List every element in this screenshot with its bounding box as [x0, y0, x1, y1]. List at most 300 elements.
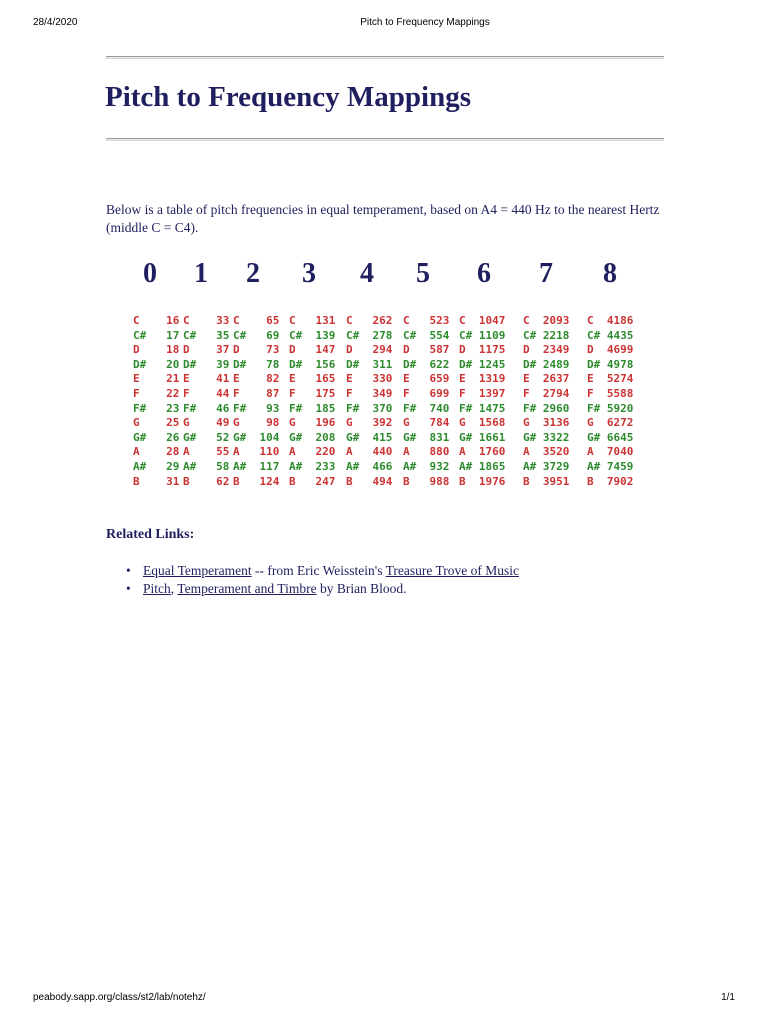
frequency-cell	[587, 416, 633, 431]
frequency-value: 31	[166, 474, 180, 488]
note-name: F	[289, 387, 296, 400]
frequency-cell	[587, 314, 633, 329]
intro-paragraph: Below is a table of pitch frequencies in equal temperament, based on A4 = 440 Hz to the nearest Hertz (middle C = C4).	[106, 202, 660, 235]
note-name: C	[133, 314, 140, 327]
frequency-value: 311	[372, 357, 393, 371]
note-name: D#	[289, 357, 303, 371]
frequency-cell	[523, 402, 569, 417]
frequency-cell	[289, 431, 335, 446]
note-name: C#	[459, 328, 473, 342]
frequency-cell	[459, 416, 505, 431]
frequency-value: 124	[259, 474, 280, 488]
frequency-value: 1175	[478, 343, 506, 357]
frequency-value: 740	[429, 401, 450, 415]
note-name: E	[587, 372, 594, 386]
note-name: C	[233, 314, 240, 327]
frequency-value: 6272	[606, 416, 634, 430]
frequency-value: 55	[216, 445, 230, 459]
frequency-cell	[289, 416, 335, 431]
frequency-value: 156	[315, 357, 336, 371]
note-name: C	[403, 314, 410, 327]
frequency-cell	[459, 314, 505, 329]
frequency-value: 33	[216, 314, 230, 327]
list-item	[106, 580, 519, 598]
note-name: C	[459, 314, 466, 327]
frequency-value: 2794	[542, 387, 570, 400]
note-name: F	[523, 387, 530, 400]
note-name: B	[183, 474, 190, 488]
frequency-cell	[459, 329, 505, 344]
frequency-value: 440	[372, 445, 393, 459]
frequency-value: 1047	[478, 314, 506, 327]
related-links-heading: Related Links:	[106, 527, 195, 542]
frequency-value: 3322	[542, 430, 570, 444]
frequency-cell	[403, 402, 449, 417]
frequency-cell	[587, 402, 633, 417]
frequency-cell	[403, 329, 449, 344]
note-name: G#	[289, 430, 303, 444]
frequency-value: 880	[429, 445, 450, 459]
frequency-cell	[233, 314, 279, 329]
note-name: G#	[403, 430, 417, 444]
note-name: F#	[133, 401, 147, 415]
frequency-cell	[403, 343, 449, 358]
note-name: G#	[459, 430, 473, 444]
frequency-cell	[289, 314, 335, 329]
frequency-value: 7040	[606, 445, 634, 459]
note-name: A#	[346, 460, 360, 473]
note-name: F#	[403, 401, 417, 415]
note-name: F#	[233, 401, 247, 415]
note-name: D	[459, 343, 466, 357]
note-name: F	[133, 387, 140, 400]
note-name: F	[346, 387, 353, 400]
frequency-cell	[183, 402, 229, 417]
frequency-value: 29	[166, 460, 180, 473]
frequency-value: 294	[372, 343, 393, 357]
note-name: C#	[133, 328, 147, 342]
note-name: E	[459, 372, 466, 386]
frequency-cell	[289, 460, 335, 475]
print-date: 28/4/2020	[33, 17, 78, 28]
note-name: A#	[133, 460, 147, 473]
frequency-cell	[459, 460, 505, 475]
frequency-value: 7902	[606, 474, 634, 488]
frequency-value: 1109	[478, 328, 506, 342]
note-name: F	[459, 387, 466, 400]
treasure-trove-link[interactable]: Treasure Trove of Music	[385, 563, 519, 578]
frequency-value: 2218	[542, 328, 570, 342]
note-name: A#	[459, 460, 473, 473]
frequency-value: 5920	[606, 401, 634, 415]
frequency-cell	[346, 358, 392, 373]
frequency-cell	[183, 387, 229, 402]
frequency-value: 147	[315, 343, 336, 357]
note-name: D	[289, 343, 296, 357]
frequency-cell	[523, 460, 569, 475]
frequency-value: 35	[216, 328, 230, 342]
frequency-value: 110	[259, 445, 280, 459]
frequency-cell	[183, 445, 229, 460]
note-name: A	[523, 445, 530, 459]
frequency-value: 1245	[478, 357, 506, 371]
frequency-cell	[233, 402, 279, 417]
frequency-value: 330	[372, 372, 393, 386]
frequency-cell	[523, 387, 569, 402]
note-name: E	[183, 372, 190, 386]
frequency-cell	[233, 445, 279, 460]
note-name: C	[587, 314, 594, 327]
frequency-cell	[183, 314, 229, 329]
frequency-cell	[289, 343, 335, 358]
frequency-cell	[587, 445, 633, 460]
frequency-cell	[233, 475, 279, 490]
frequency-value: 25	[166, 416, 180, 430]
frequency-value: 22	[166, 387, 180, 400]
frequency-value: 44	[216, 387, 230, 400]
note-name: D	[133, 343, 140, 357]
frequency-value: 196	[315, 416, 336, 430]
note-name: G#	[587, 430, 601, 444]
frequency-cell	[346, 314, 392, 329]
octave-number: 2	[246, 258, 260, 289]
frequency-value: 2637	[542, 372, 570, 386]
frequency-cell	[233, 358, 279, 373]
frequency-value: 16	[166, 314, 180, 327]
frequency-value: 104	[259, 430, 280, 444]
note-name: D#	[133, 357, 147, 371]
print-url: peabody.sapp.org/class/st2/lab/notehz/	[33, 992, 206, 1003]
note-name: B	[133, 474, 140, 488]
frequency-value: 69	[266, 328, 280, 342]
frequency-value: 17	[166, 328, 180, 342]
frequency-value: 247	[315, 474, 336, 488]
note-name: B	[346, 474, 353, 488]
frequency-cell	[346, 445, 392, 460]
note-name: A	[587, 445, 594, 459]
frequency-cell	[183, 372, 229, 387]
octave-number: 8	[603, 258, 617, 289]
frequency-cell	[346, 402, 392, 417]
frequency-cell	[346, 329, 392, 344]
pitch-link[interactable]: Pitch	[143, 581, 171, 596]
note-name: C#	[403, 328, 417, 342]
note-name: D	[346, 343, 353, 357]
note-name: A	[459, 445, 466, 459]
note-name: E	[133, 372, 140, 386]
frequency-value: 3520	[542, 445, 570, 459]
top-divider	[106, 56, 664, 59]
frequency-value: 1760	[478, 445, 506, 459]
frequency-cell	[183, 460, 229, 475]
frequency-value: 18	[166, 343, 180, 357]
frequency-cell	[133, 402, 179, 417]
note-name: B	[403, 474, 410, 488]
frequency-value: 1976	[478, 474, 506, 488]
frequency-value: 62	[216, 474, 230, 488]
frequency-cell	[587, 358, 633, 373]
frequency-cell	[346, 416, 392, 431]
frequency-cell	[133, 329, 179, 344]
frequency-value: 20	[166, 357, 180, 371]
note-name: G#	[346, 430, 360, 444]
note-name: F#	[346, 401, 360, 415]
frequency-cell	[459, 402, 505, 417]
note-name: F#	[523, 401, 537, 415]
frequency-cell	[183, 329, 229, 344]
frequency-cell	[133, 431, 179, 446]
octave-number: 6	[477, 258, 491, 289]
frequency-value: 278	[372, 328, 393, 342]
note-name: G	[233, 416, 240, 430]
print-title: Pitch to Frequency Mappings	[360, 17, 490, 28]
note-name: A#	[289, 460, 303, 473]
frequency-value: 21	[166, 372, 180, 386]
note-name: B	[289, 474, 296, 488]
frequency-value: 1865	[478, 460, 506, 473]
note-name: C#	[523, 328, 537, 342]
note-name: D#	[403, 357, 417, 371]
note-name: G	[523, 416, 530, 430]
bullet-icon: •	[126, 581, 131, 596]
page-title: Pitch to Frequency Mappings	[105, 81, 471, 113]
note-name: C	[183, 314, 190, 327]
print-page-number: 1/1	[721, 992, 735, 1003]
note-name: F#	[183, 401, 197, 415]
frequency-cell	[459, 343, 505, 358]
frequency-cell	[459, 387, 505, 402]
note-name: E	[523, 372, 530, 386]
frequency-value: 2349	[542, 343, 570, 357]
frequency-cell	[403, 460, 449, 475]
frequency-value: 2093	[542, 314, 570, 327]
frequency-cell	[233, 460, 279, 475]
note-name: C	[523, 314, 530, 327]
frequency-value: 5588	[606, 387, 634, 400]
frequency-value: 4186	[606, 314, 634, 327]
frequency-cell	[289, 387, 335, 402]
frequency-value: 6645	[606, 430, 634, 444]
frequency-cell	[587, 475, 633, 490]
frequency-cell	[233, 343, 279, 358]
frequency-value: 139	[315, 328, 336, 342]
frequency-value: 370	[372, 401, 393, 415]
frequency-cell	[523, 314, 569, 329]
frequency-cell	[183, 416, 229, 431]
note-name: D#	[587, 357, 601, 371]
frequency-value: 1475	[478, 401, 506, 415]
frequency-value: 52	[216, 430, 230, 444]
frequency-cell	[289, 372, 335, 387]
frequency-value: 494	[372, 474, 393, 488]
frequency-value: 46	[216, 401, 230, 415]
octave-number: 0	[143, 258, 157, 289]
note-name: G	[587, 416, 594, 430]
frequency-cell	[523, 343, 569, 358]
frequency-value: 4978	[606, 357, 634, 371]
bottom-divider	[106, 138, 664, 141]
frequency-value: 37	[216, 343, 230, 357]
frequency-cell	[403, 416, 449, 431]
frequency-cell	[459, 445, 505, 460]
frequency-cell	[403, 314, 449, 329]
frequency-value: 73	[266, 343, 280, 357]
note-name: D	[587, 343, 594, 357]
frequency-cell	[403, 475, 449, 490]
note-name: B	[523, 474, 530, 488]
frequency-value: 1397	[478, 387, 506, 400]
frequency-cell	[587, 329, 633, 344]
frequency-cell	[233, 387, 279, 402]
note-name: F	[233, 387, 240, 400]
note-name: G	[403, 416, 410, 430]
octave-number: 3	[302, 258, 316, 289]
temperament-timbre-link[interactable]: Temperament and Timbre	[177, 581, 317, 596]
frequency-cell	[183, 343, 229, 358]
frequency-value: 26	[166, 430, 180, 444]
note-name: D#	[459, 357, 473, 371]
frequency-cell	[403, 358, 449, 373]
frequency-value: 466	[372, 460, 393, 473]
frequency-cell	[523, 416, 569, 431]
frequency-cell	[403, 372, 449, 387]
frequency-value: 131	[315, 314, 336, 327]
frequency-value: 23	[166, 401, 180, 415]
frequency-value: 5274	[606, 372, 634, 386]
frequency-value: 3136	[542, 416, 570, 430]
frequency-table	[0, 314, 768, 494]
frequency-value: 988	[429, 474, 450, 488]
frequency-value: 2489	[542, 357, 570, 371]
frequency-cell	[183, 475, 229, 490]
note-name: D#	[183, 357, 197, 371]
note-name: C	[346, 314, 353, 327]
frequency-cell	[133, 475, 179, 490]
bullet-icon: •	[126, 563, 131, 578]
note-name: G	[289, 416, 296, 430]
note-name: B	[587, 474, 594, 488]
frequency-cell	[233, 416, 279, 431]
link-description: -- from Eric Weisstein's	[251, 563, 386, 578]
frequency-value: 233	[315, 460, 336, 473]
note-name: A	[403, 445, 410, 459]
frequency-cell	[233, 431, 279, 446]
note-name: B	[233, 474, 240, 488]
note-name: A	[289, 445, 296, 459]
note-name: A#	[233, 460, 247, 473]
note-name: C	[289, 314, 296, 327]
frequency-value: 415	[372, 430, 393, 444]
frequency-value: 699	[429, 387, 450, 400]
note-name: D#	[233, 357, 247, 371]
note-name: A#	[587, 460, 601, 473]
frequency-value: 165	[315, 372, 336, 386]
note-name: F#	[289, 401, 303, 415]
link-separator: ,	[170, 581, 178, 596]
note-name: D	[233, 343, 240, 357]
frequency-cell	[523, 358, 569, 373]
note-name: F#	[587, 401, 601, 415]
note-name: A#	[523, 460, 537, 473]
frequency-value: 28	[166, 445, 180, 459]
frequency-value: 82	[266, 372, 280, 386]
frequency-value: 3951	[542, 474, 570, 488]
frequency-value: 93	[266, 401, 280, 415]
note-name: A	[183, 445, 190, 459]
frequency-value: 49	[216, 416, 230, 430]
list-item	[106, 562, 519, 580]
note-name: G	[183, 416, 190, 430]
frequency-value: 208	[315, 430, 336, 444]
octave-number: 1	[194, 258, 208, 289]
frequency-cell	[523, 329, 569, 344]
frequency-cell	[459, 431, 505, 446]
frequency-value: 185	[315, 401, 336, 415]
note-name: E	[346, 372, 353, 386]
note-name: G#	[523, 430, 537, 444]
frequency-value: 587	[429, 343, 450, 357]
frequency-cell	[133, 460, 179, 475]
frequency-cell	[523, 475, 569, 490]
note-name: A	[133, 445, 140, 459]
frequency-cell	[403, 387, 449, 402]
note-name: F	[587, 387, 594, 400]
frequency-cell	[459, 475, 505, 490]
frequency-value: 554	[429, 328, 450, 342]
frequency-value: 65	[266, 314, 280, 327]
link-description: by Brian Blood.	[316, 581, 407, 596]
frequency-value: 659	[429, 372, 450, 386]
note-name: F#	[459, 401, 473, 415]
note-name: D	[403, 343, 410, 357]
frequency-cell	[587, 372, 633, 387]
note-name: F	[403, 387, 410, 400]
frequency-cell	[346, 475, 392, 490]
frequency-value: 4699	[606, 343, 634, 357]
frequency-value: 1661	[478, 430, 506, 444]
note-name: G	[346, 416, 353, 430]
note-name: E	[289, 372, 296, 386]
frequency-value: 622	[429, 357, 450, 371]
note-name: A#	[403, 460, 417, 473]
frequency-value: 41	[216, 372, 230, 386]
frequency-cell	[403, 445, 449, 460]
frequency-cell	[233, 372, 279, 387]
frequency-value: 3729	[542, 460, 570, 473]
note-name: G#	[133, 430, 147, 444]
print-header	[0, 17, 768, 31]
frequency-cell	[289, 358, 335, 373]
frequency-value: 932	[429, 460, 450, 473]
frequency-cell	[233, 329, 279, 344]
note-name: A	[233, 445, 240, 459]
frequency-cell	[289, 329, 335, 344]
related-links-list	[106, 562, 519, 598]
note-name: A	[346, 445, 353, 459]
frequency-value: 4435	[606, 328, 634, 342]
frequency-value: 7459	[606, 460, 634, 473]
note-name: D	[523, 343, 530, 357]
frequency-cell	[523, 445, 569, 460]
frequency-cell	[346, 460, 392, 475]
frequency-cell	[523, 431, 569, 446]
frequency-value: 2960	[542, 401, 570, 415]
octave-number: 5	[416, 258, 430, 289]
frequency-cell	[133, 445, 179, 460]
frequency-cell	[133, 314, 179, 329]
frequency-value: 523	[429, 314, 450, 327]
equal-temperament-link[interactable]: Equal Temperament	[143, 563, 252, 578]
